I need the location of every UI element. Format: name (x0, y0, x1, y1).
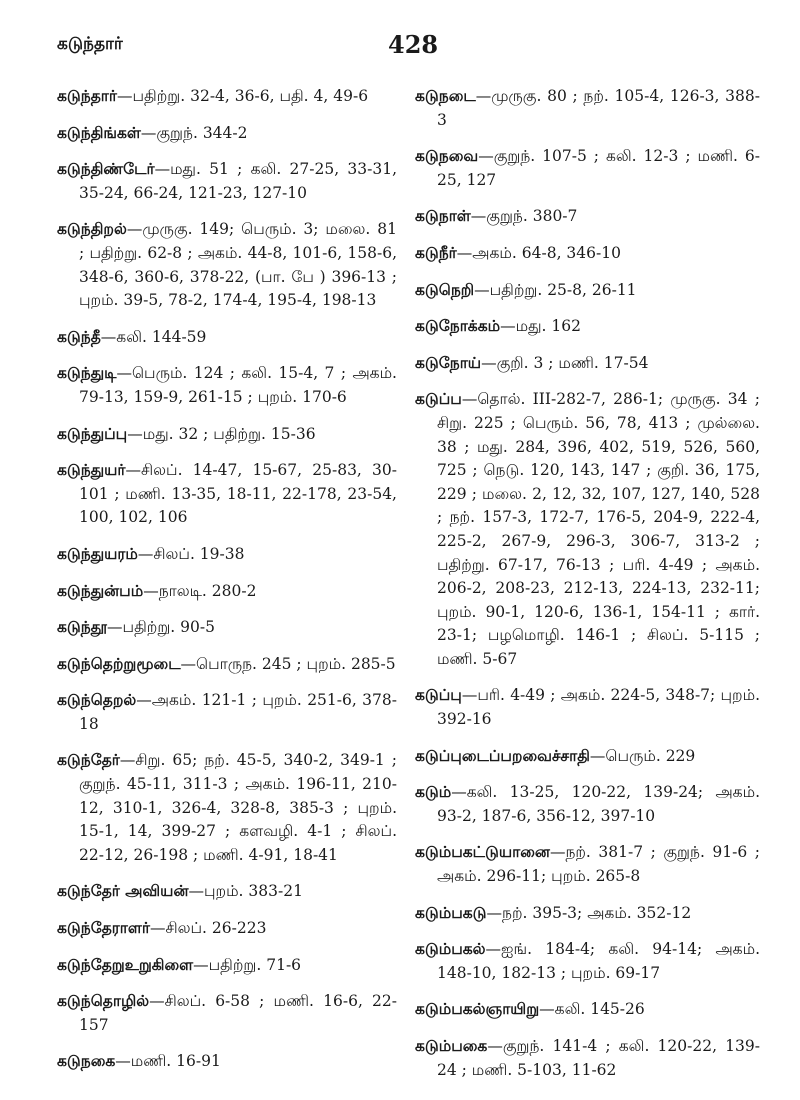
index-entry (415, 683, 760, 731)
index-entry (57, 615, 397, 640)
index-entry (415, 937, 760, 985)
index-entry (415, 314, 760, 339)
entry-references: —பெரும். 229 (589, 746, 696, 765)
entry-references: —குறுந். 141-4 ; கலி. 120-22, 139-24 ; மணி. 5-103, 11-62 (437, 1037, 760, 1079)
entry-references: —சிறு. 65; நற். 45-5, 340-2, 349-1 ; குறுந். 45-11, 311-3 ; அகம். 196-11, 210-12, 310-1, 326-4, 328-8, 385-3 ; புறம். 15-1, 14, 399-27 ; களவழி. 4-1 ; சிலப். 22-12, 26-198 ; மணி. 4-91, 18-41 (79, 751, 397, 864)
entry-references: —குறுந். 344-2 (140, 123, 248, 142)
entry-references: —முருகு. 149; பெரும். 3; மலை. 81 ; பதிற்று. 62-8 ; அகம். 44-8, 101-6, 158-6, 348-6, 360-6, 378-22, (பா. பே ) 396-13 ; புறம். 39-5, 78-2, 174-4, 195-4, 198-13 (79, 220, 397, 310)
entry-references: —ஐங். 184-4; கலி. 94-14; அகம். 148-10, 182-13 ; புறம். 69-17 (437, 940, 760, 982)
entry-references: —குறி. 3 ; மணி. 17-54 (481, 353, 649, 372)
entry-headword: கடுந்தேறுஉறுகிளை (57, 954, 194, 974)
entry-references: —கலி. 144-59 (100, 327, 207, 346)
entry-headword: கடுந்தெற்றுமூடை (57, 653, 181, 673)
entry-references: —மது. 162 (500, 317, 581, 336)
entry-references: —பரி. 4-49 ; அகம். 224-5, 348-7; புறம். 392-16 (437, 686, 760, 729)
entry-headword: கடுந்தேர் அவியன் (57, 881, 189, 901)
index-entry (57, 217, 397, 312)
entry-references: —நற். 381-7 ; குறுந். 91-6 ; அகம். 296-11; புறம். 265-8 (437, 843, 760, 886)
entry-headword: கடும்பகை (415, 1036, 488, 1055)
entry-headword: கடுநெறி (415, 279, 475, 299)
entry-headword: கடுநகை (57, 1051, 116, 1071)
entry-headword: கடுந்துன்பம் (57, 580, 144, 600)
entry-headword: கடுநோய் (415, 352, 482, 372)
page-number: 428 (388, 30, 439, 59)
entry-headword: கடுந்தேர் (57, 750, 120, 770)
index-column-left (57, 84, 397, 1086)
entry-headword: கடுந்திறல் (57, 219, 127, 239)
entry-references: —குறுந். 107-5 ; கலி. 12-3 ; மணி. 6-25, 127 (437, 147, 760, 189)
entry-references: —பொருந. 245 ; புறம். 285-5 (180, 654, 396, 673)
entry-references: —பதிற்று. 71-6 (193, 955, 302, 974)
entry-headword: கடுநவை (415, 146, 479, 166)
running-head: கடுந்தார் (57, 34, 123, 54)
index-entry (57, 652, 397, 677)
index-column-right (415, 84, 760, 1094)
index-entry (57, 157, 397, 205)
entry-headword: கடுந்தொழில் (57, 991, 150, 1011)
entry-headword: கடுந்திண்டேர் (57, 159, 155, 179)
entry-references: —அகம். 121-1 ; புறம். 251-6, 378-18 (79, 691, 397, 733)
entry-references: —தொல். III-282-7, 286-1; முருகு. 34 ; சிறு. 225 ; பெரும். 56, 78, 413 ; முல்லை. 38 ; மது. 284, 396, 402, 519, 526, 560, 725 ; நெடு. 120, 143, 147 ; குறி. 36, 175, 229 ; மலை. 2, 12, 32, 107, 127, 140, 528 ; நற். 157-3, 172-7, 176-5, 204-9, 222-4, 225-2, 267-9, 296-3, 306-7, 313-2 ; பதிற்று. 67-17, 76-13 ; பரி. 4-49 ; அகம். 206-2, 208-23, 212-13, 224-13, 232-11; புறம். 90-1, 120-6, 136-1, 154-11 ; கார். 23-1; பழமொழி. 146-1 ; சிலப். 5-115 ; மணி. 5-67 (437, 390, 760, 668)
entry-headword: கடும்பகடு (415, 902, 487, 922)
index-entry (415, 1034, 760, 1082)
index-entry (415, 351, 760, 376)
entry-references: —சிலப். 14-47, 15-67, 25-83, 30-101 ; மணி. 13-35, 18-11, 22-178, 23-54, 100, 102, 106 (79, 461, 397, 527)
entry-references: —குறுந். 380-7 (470, 207, 578, 226)
index-entry (57, 579, 397, 604)
entry-headword: கடுந்தெறல் (57, 690, 137, 710)
entry-headword: கடுந்துயரம் (57, 543, 138, 563)
index-entry (57, 121, 397, 146)
index-entry (415, 84, 760, 132)
index-entry (57, 989, 397, 1037)
index-entry (57, 953, 397, 978)
index-entry (57, 688, 397, 736)
entry-references: —பெரும். 124 ; கலி. 15-4, 7 ; அகம். 79-13, 159-9, 261-15 ; புறம். 170-6 (79, 364, 397, 406)
index-entry (57, 422, 397, 447)
entry-references: —கலி. 145-26 (539, 1000, 645, 1019)
index-entry (57, 325, 397, 350)
entry-references: —சிலப். 26-223 (150, 919, 267, 938)
index-entry (415, 387, 760, 671)
entry-headword: கடுப்ப (415, 389, 462, 409)
entry-references: —புறம். 383-21 (188, 882, 303, 901)
entry-headword: கடுநோக்கம் (415, 316, 501, 336)
entry-headword: கடுப்பு (415, 685, 462, 705)
entry-references: —பதிற்று. 32-4, 36-6, பதி. 4, 49-6 (117, 87, 369, 105)
index-entry (415, 997, 760, 1022)
entry-references: —பதிற்று. 90-5 (107, 618, 215, 637)
entry-references: —மது. 32 ; பதிற்று. 15-36 (127, 424, 316, 443)
entry-headword: கடுந்தூ (57, 617, 108, 637)
index-entry (415, 840, 760, 888)
entry-headword: கடுந்துயர் (57, 460, 126, 480)
entry-headword: கடும்பகட்டுயானை (415, 842, 550, 862)
index-entry (57, 84, 397, 109)
entry-references: —மது. 51 ; கலி. 27-25, 33-31, 35-24, 66-24, 121-23, 127-10 (79, 160, 397, 202)
index-entry (57, 458, 397, 530)
index-entry (415, 780, 760, 828)
index-entry (415, 744, 760, 769)
entry-headword: கடுநாள் (415, 206, 471, 226)
entry-headword: கடுந்துடி (57, 363, 117, 383)
index-entry (415, 901, 760, 926)
index-entry (415, 241, 760, 266)
index-entry (415, 204, 760, 229)
entry-references: —சிலப். 19-38 (137, 544, 245, 563)
index-entry (415, 144, 760, 192)
entry-headword: கடுந்திங்கள் (57, 122, 141, 142)
index-entry (57, 542, 397, 567)
index-entry (57, 1049, 397, 1074)
entry-headword: கடுந்தேராளர் (57, 918, 150, 938)
entry-headword: கடுந்தீ (57, 326, 101, 346)
entry-headword: கடுந்துப்பு (57, 423, 128, 443)
index-entry (57, 361, 397, 409)
index-entry (415, 278, 760, 303)
entry-headword: கடுந்தார் (57, 86, 117, 105)
entry-headword: கடுப்புடைப்பறவைச்சாதி (415, 745, 590, 765)
entry-references: —கலி. 13-25, 120-22, 139-24; அகம். 93-2, 187-6, 356-12, 397-10 (437, 783, 760, 825)
index-entry (57, 879, 397, 904)
entry-headword: கடும்பகல் (415, 939, 486, 959)
entry-headword: கடும்பகல்ஞாயிறு (415, 999, 540, 1019)
entry-references: —சிலப். 6-58 ; மணி. 16-6, 22-157 (79, 992, 397, 1034)
entry-references: —நற். 395-3; அகம். 352-12 (486, 903, 692, 922)
entry-headword: கடுநீர் (415, 242, 457, 262)
index-entry (57, 748, 397, 867)
entry-references: —முருகு. 80 ; நற். 105-4, 126-3, 388-3 (437, 87, 760, 129)
entry-references: —அகம். 64-8, 346-10 (456, 243, 621, 262)
entry-references: —நாலடி. 280-2 (143, 581, 257, 600)
entry-references: —மணி. 16-91 (115, 1052, 221, 1071)
entry-references: —பதிற்று. 25-8, 26-11 (474, 280, 637, 299)
entry-headword: கடுநடை (415, 86, 476, 105)
entry-headword: கடும் (415, 782, 452, 802)
index-entry (57, 916, 397, 941)
